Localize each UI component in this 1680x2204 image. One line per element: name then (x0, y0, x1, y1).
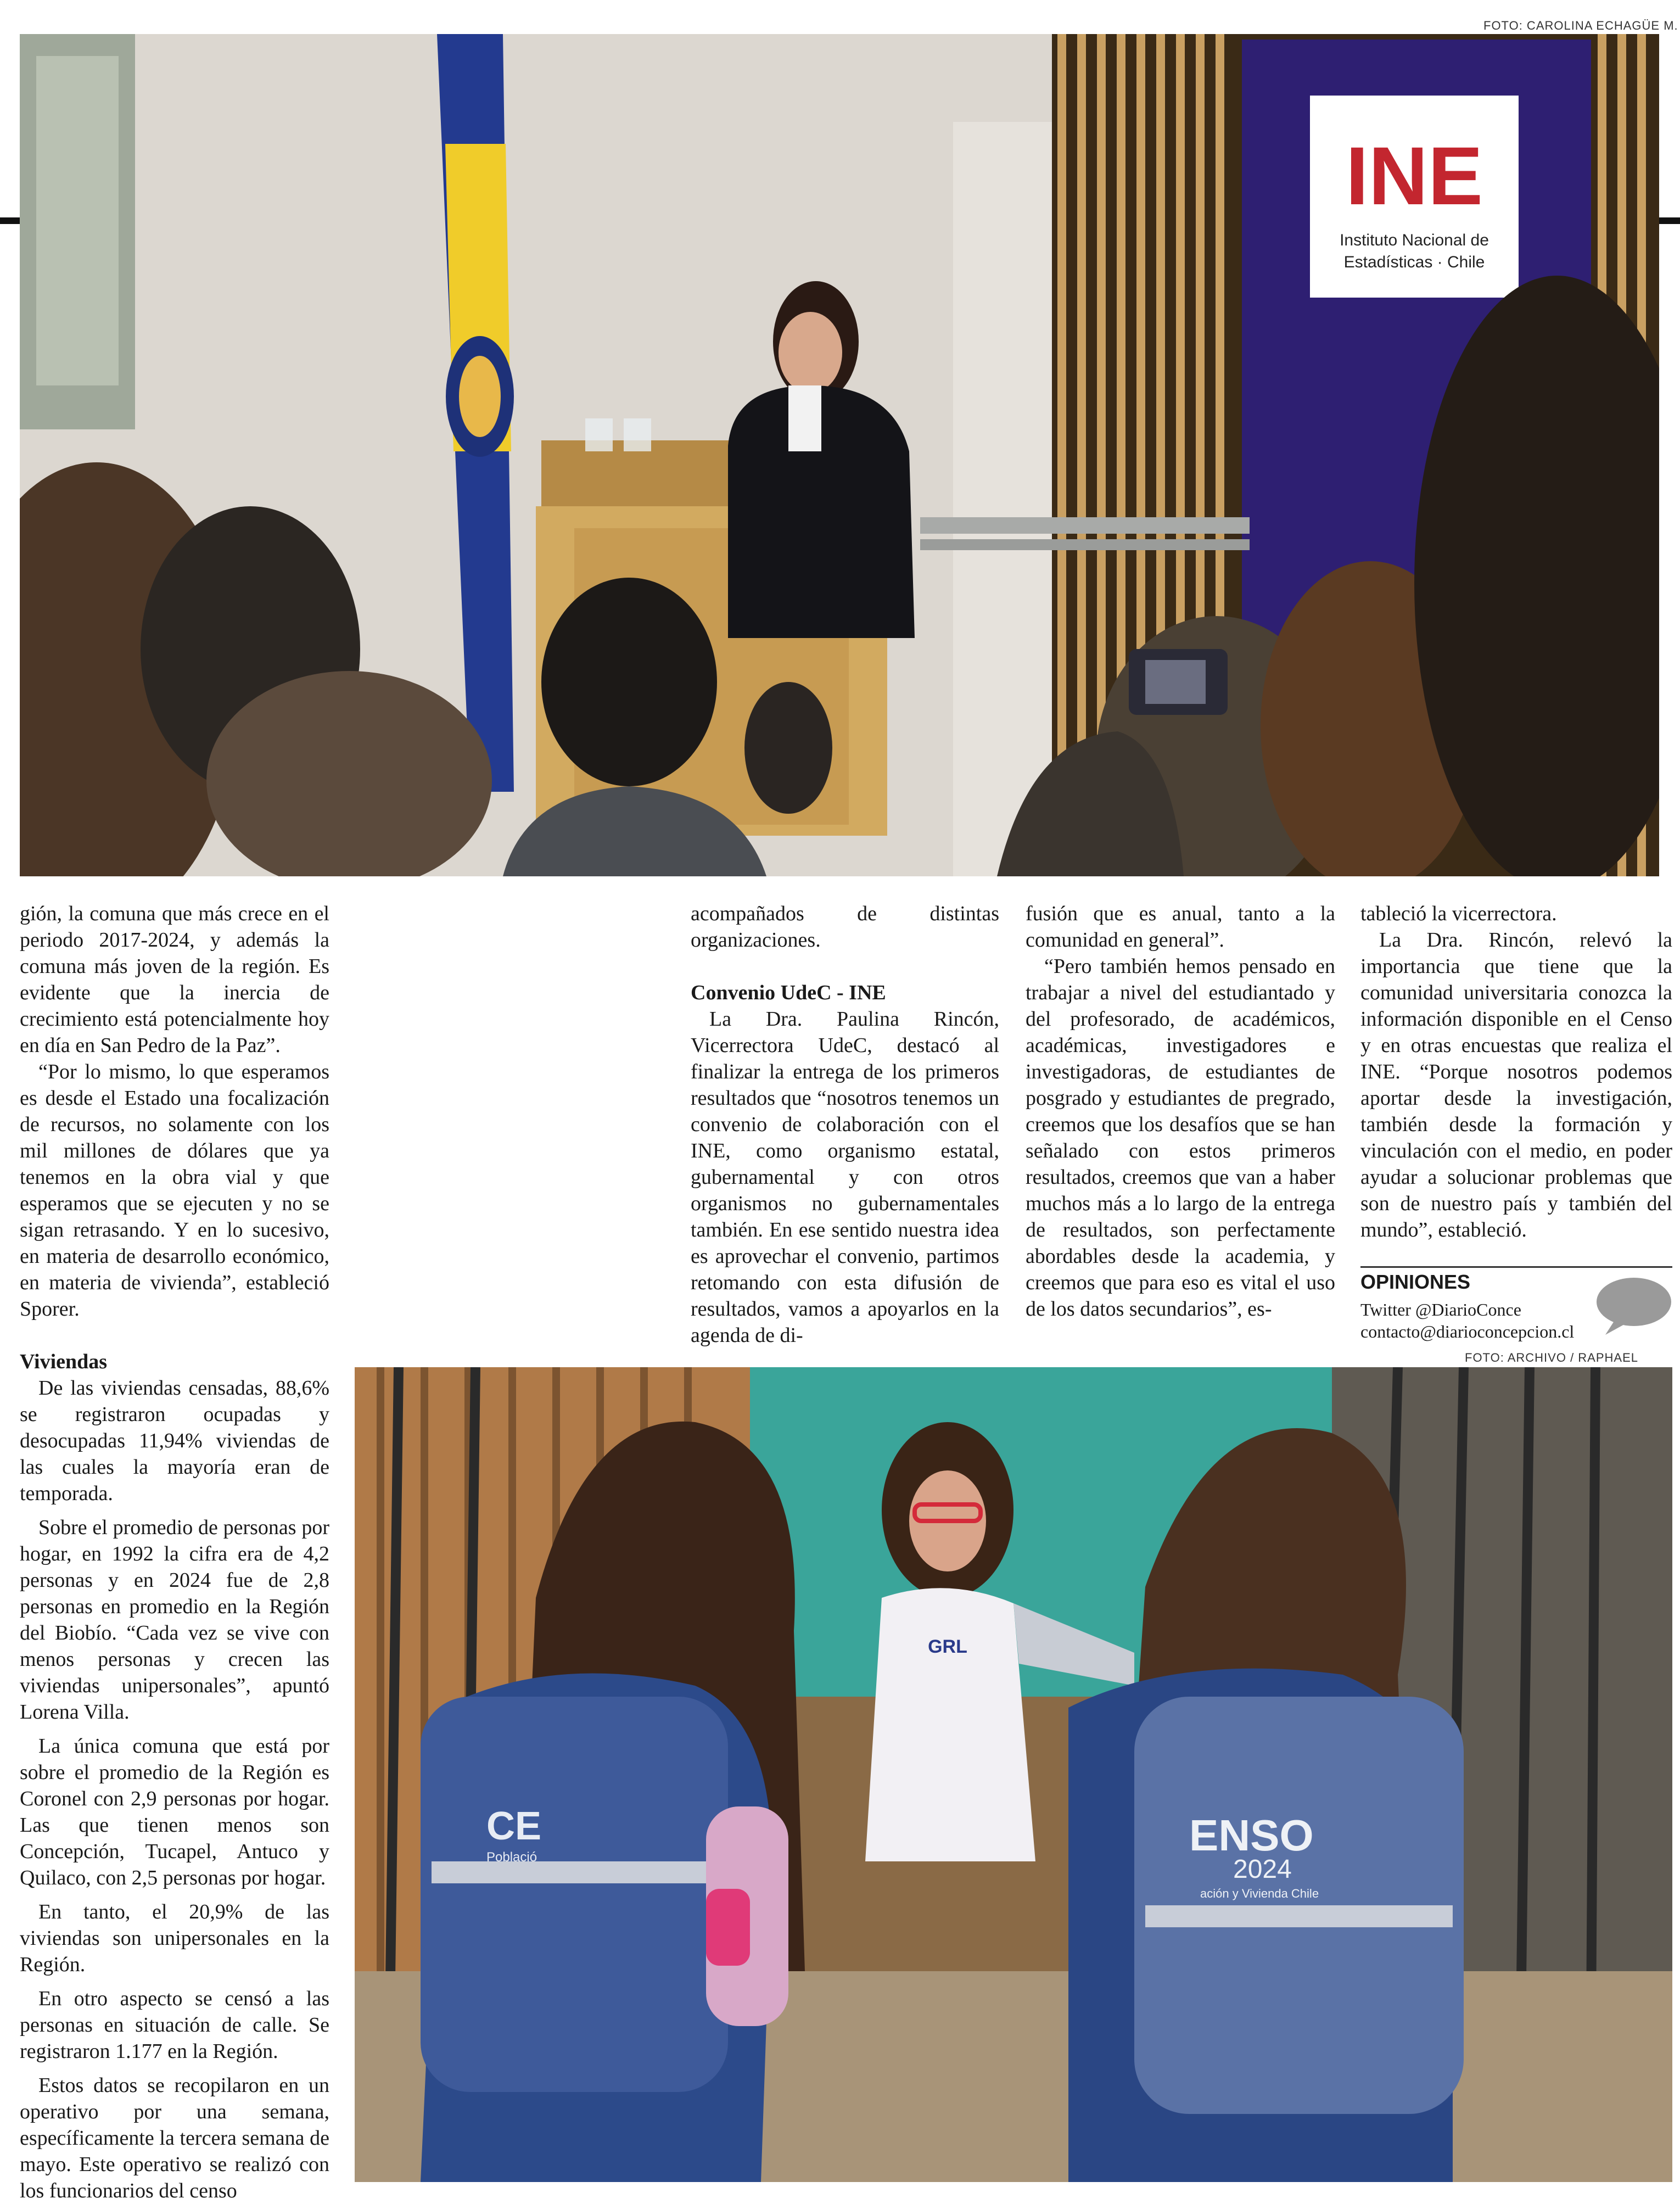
backpack-right-year: 2024 (1233, 1855, 1292, 1884)
col3-paragraph-1: fusión que es anual, tanto a la comunidad en general”. (1026, 902, 1335, 952)
photo-credit-bottom: FOTO: ARCHIVO / RAPHAEL (1465, 1351, 1638, 1364)
col3-paragraph-2: “Pero también hemos pensado en trabajar a nivel del estudiantado y del profesorado, de académicos, académicas, investigadores e investigadoras, de estudiantes de posgrado y estudiantes de pregrado, creemos que los desafíos que se han señalado con estos primeros resultados, creemos que van a haber muchos más a lo largo de la entrega de resultados, son perfectamente abordables desde la academia, y creemos que para eso es vital el uso de los datos secundarios”, es- (1026, 955, 1335, 1321)
opinions-twitter-link[interactable]: Twitter @DiarioConce (1360, 1300, 1521, 1319)
ine-logo-text: INE (1345, 130, 1483, 222)
shirt-print: GRL (928, 1636, 967, 1657)
article-column-2 (691, 900, 999, 1349)
opinions-title: OPINIONES (1360, 1271, 1471, 1293)
banner-line-1: Instituto Nacional de (1340, 231, 1489, 249)
col4-paragraph-1: tableció la vicerrectora. (1360, 902, 1557, 925)
section-heading-convenio: Convenio UdeC - INE (691, 981, 886, 1004)
top-photo (20, 34, 1659, 876)
opinions-box (1360, 1266, 1672, 1345)
col1-paragraph-8: Estos datos se recopilaron en un operativo por una semana, específicamente la tercera semana de mayo. Este operativo se realizó con los funcionarios del censo (20, 2074, 329, 2202)
opinions-email-link[interactable]: contacto@diarioconcepcion.cl (1360, 1322, 1575, 1341)
section-rule-right (1659, 217, 1680, 224)
col1-paragraph-4: Sobre el promedio de personas por hogar, en 1992 la cifra era de 4,2 personas y en 2024 fue de 2,8 personas en promedio en la Región del Biobío. “Cada vez se vive con menos personas y crecen las viviendas unipersonales”, apuntó Lorena Villa. (20, 1516, 329, 1724)
section-heading-viviendas: Viviendas (20, 1350, 108, 1373)
photo-credit-top: FOTO: CAROLINA ECHAGÜE M. (1483, 19, 1678, 32)
col2-paragraph-1: acompañados de distintas organizaciones. (691, 902, 999, 952)
article-column-4 (1360, 900, 1672, 1243)
backpack-right-logo: ENSO (1189, 1811, 1314, 1860)
col1-paragraph-5: La única comuna que está por sobre el promedio de la Región es Coronel con 2,9 personas por hogar. Las que tienen menos son Concepción, Tucapel, Antuco y Quilaco, con 2,5 personas por hogar. (20, 1735, 329, 1889)
backpack-right-subtitle: ación y Vivienda Chile (1200, 1887, 1319, 1900)
bottom-photo (355, 1367, 1672, 2182)
col1-paragraph-3: De las viviendas censadas, 88,6% se registraron ocupadas y desocupadas 11,94% viviendas de las cuales la mayoría eran de temporada. (20, 1377, 329, 1505)
col1-paragraph-6: En tanto, el 20,9% de las viviendas son unipersonales en la Región. (20, 1900, 329, 1976)
article-column-3 (1026, 900, 1335, 1322)
backpack-left-subtitle: Població (486, 1850, 537, 1865)
speech-bubble-icon (1593, 1276, 1672, 1336)
col4-paragraph-2: La Dra. Rincón, relevó la importancia que tiene que la comunidad universitaria conozca la información disponible en el Censo y en otras encuestas que realiza el INE. “Porque nosotros podemos aportar desde la investigación, también desde la formación y vinculación con el medio, en poder ayudar a solucionar problemas que son de nuestro país y también del mundo”, estableció. (1360, 928, 1672, 1241)
banner-line-2: Estadísticas · Chile (1343, 253, 1485, 271)
col1-paragraph-2: “Por lo mismo, lo que esperamos es desde el Estado una focalización de recursos, no solamente con los mil millones de dólares que ya tenemos en la obra vial y que esperamos que se ejecuten y no se sigan retrasando. Y en lo sucesivo, en materia de desarrollo económico, en materia de vivienda”, estableció Sporer. (20, 1060, 329, 1321)
col1-paragraph-1: gión, la comuna que más crece en el periodo 2017-2024, y además la comuna más joven de la región. Es evidente que la inercia de crecimiento está potencialmente hoy en día en San Pedro de la Paz”. (20, 902, 329, 1057)
article-column-1 (20, 900, 329, 2204)
col1-paragraph-7: En otro aspecto se censó a las personas en situación de calle. Se registraron 1.177 en la Región. (20, 1987, 329, 2063)
section-rule-left (0, 217, 20, 224)
backpack-left-logo: CE (486, 1804, 542, 1848)
col2-paragraph-2: La Dra. Paulina Rincón, Vicerrectora UdeC, destacó al finalizar la entrega de los primeros resultados que “nosotros tenemos un convenio de colaboración con el INE, como organismo estatal, gubernamental y con otros organismos no gubernamentales también. En ese sentido nuestra idea es aprovechar el convenio, partimos retomando con esta difusión de resultados, vamos a apoyarlos en la agenda de di- (691, 1008, 999, 1347)
